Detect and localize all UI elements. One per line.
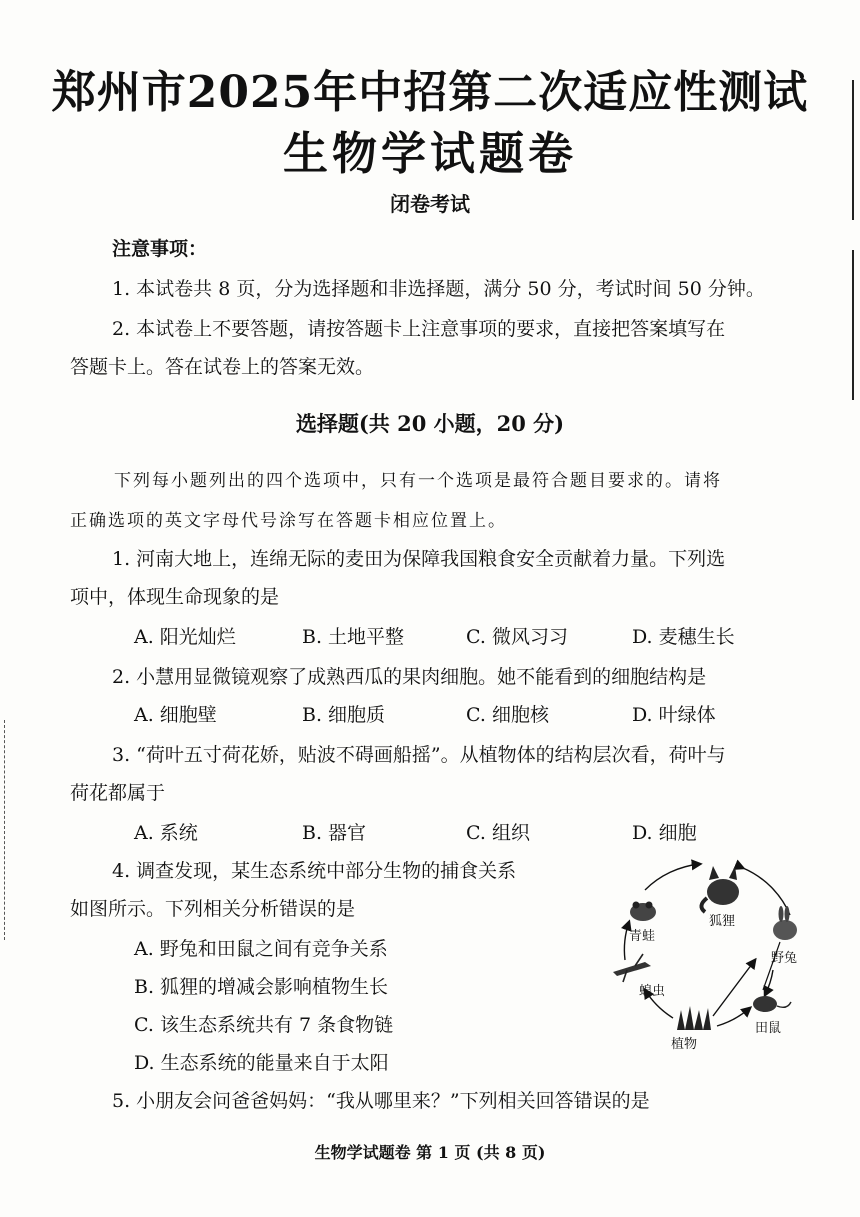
question-2-stem: 2. 小慧用显微镜观察了成熟西瓜的果肉细胞。她不能看到的细胞结构是 [112, 666, 707, 688]
question-3-option-b: B. 器官 [302, 822, 367, 844]
section-instruction: 下列每小题列出的四个选项中，只有一个选项是最符合题目要求的。请将 [114, 471, 722, 491]
rabbit-label: 野兔 [771, 951, 798, 966]
arrow-plant-to-rabbit [713, 960, 755, 1016]
arrow-plant-to-mouse [717, 1008, 750, 1026]
fox-label: 狐狸 [709, 914, 736, 929]
arrow-rabbit-to-fox [743, 868, 790, 915]
question-1-option-c: C. 微风习习 [466, 626, 568, 648]
question-3-stem: 3. “荷叶五寸荷花娇，贴波不碍画船摇”。从植物体的结构层次看，荷叶与 [112, 744, 726, 766]
mouse-label: 田鼠 [755, 1021, 782, 1036]
question-4-option-b: B. 狐狸的增减会影响植物生长 [134, 976, 389, 998]
binding-dashed-line [4, 720, 6, 940]
question-4-option-c: C. 该生态系统共有 7 条食物链 [134, 1014, 394, 1036]
question-4-option-a: A. 野兔和田鼠之间有竞争关系 [134, 938, 388, 960]
notice-heading: 注意事项： [112, 238, 208, 260]
question-1-stem: 1. 河南大地上，连绵无际的麦田为保障我国粮食安全贡献着力量。下列选 [112, 548, 726, 570]
question-5-stem: 5. 小朋友会问爸爸妈妈：“我从哪里来？”下列相关回答错误的是 [112, 1090, 650, 1112]
question-2-option-c: C. 细胞核 [466, 704, 549, 726]
question-4-option-d: D. 生态系统的能量来自于太阳 [134, 1052, 389, 1074]
plant-icon [677, 1006, 711, 1030]
arrow-frog-to-fox [645, 864, 700, 890]
food-web-diagram [605, 850, 820, 1060]
fox-icon [701, 866, 739, 912]
question-1-option-d: D. 麦穗生长 [632, 626, 735, 648]
question-3-option-a: A. 系统 [134, 822, 198, 844]
notice-item-2-cont: 答题卡上。答在试卷上的答案无效。 [70, 356, 375, 378]
question-1-option-b: B. 土地平整 [302, 626, 405, 648]
plant-label: 植物 [671, 1037, 698, 1052]
question-3-option-c: C. 组织 [466, 822, 530, 844]
question-2-option-b: B. 细胞质 [302, 704, 386, 726]
section-instruction-cont: 正确选项的英文字母代号涂写在答题卡相应位置上。 [70, 511, 507, 531]
question-2-option-d: D. 叶绿体 [632, 704, 716, 726]
mouse-icon [753, 996, 791, 1012]
scan-edge-line [852, 250, 854, 400]
question-4-stem: 4. 调查发现，某生态系统中部分生物的捕食关系 [112, 860, 517, 882]
exam-title: 郑州市2025年中招第二次适应性测试 [51, 67, 809, 118]
question-4-stem-cont: 如图所示。下列相关分析错误的是 [70, 898, 356, 920]
grasshopper-label: 蝗虫 [639, 984, 666, 999]
question-2-option-a: A. 细胞壁 [134, 704, 217, 726]
frog-label: 青蛙 [629, 929, 656, 944]
grasshopper-icon [613, 954, 651, 982]
notice-item-1: 1. 本试卷共 8 页，分为选择题和非选择题，满分 50 分，考试时间 50 分钟。 [112, 278, 765, 300]
frog-icon [630, 902, 656, 922]
section-title: 选择题(共 20 小题，20 分) [295, 411, 565, 436]
exam-type: 闭卷考试 [390, 192, 470, 216]
exam-subject-title: 生物学试题卷 [282, 127, 577, 180]
question-1-option-a: A. 阳光灿烂 [134, 626, 236, 648]
question-3-stem-cont: 荷花都属于 [70, 782, 166, 804]
notice-item-2: 2. 本试卷上不要答题，请按答题卡上注意事项的要求，直接把答案填写在 [112, 318, 726, 340]
arrow-line [763, 942, 780, 990]
rabbit-icon [773, 906, 797, 940]
question-3-option-d: D. 细胞 [632, 822, 697, 844]
page-footer: 生物学试题卷 第 1 页 (共 8 页) [314, 1143, 546, 1162]
question-1-stem-cont: 项中，体现生命现象的是 [70, 586, 280, 608]
